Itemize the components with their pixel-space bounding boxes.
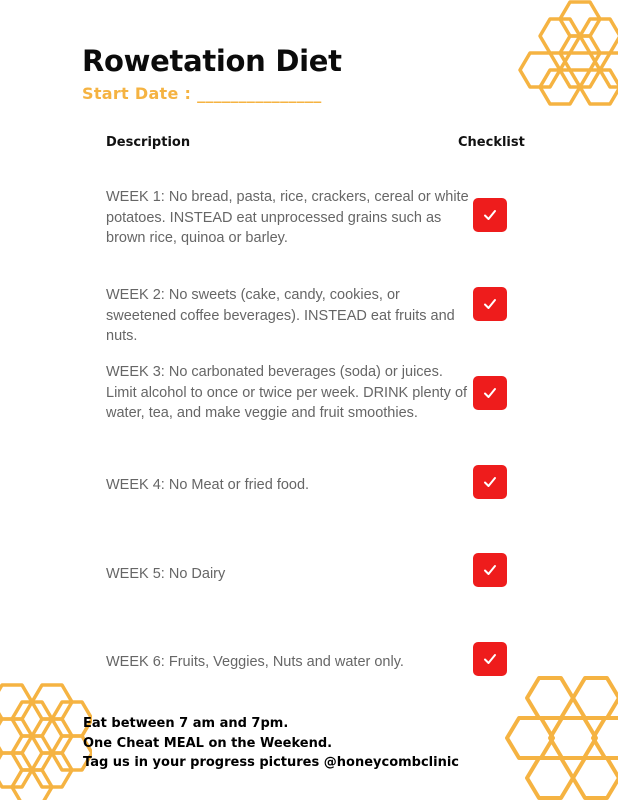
- week-4-description: WEEK 4: No Meat or fried food.: [106, 477, 310, 493]
- week-2-description: WEEK 2: No sweets (cake, candy, cookies, or sweetened coffee beverages). INSTEAD eat fruits and nuts.: [106, 287, 455, 344]
- honeycomb-bottom-left-icon: [0, 678, 92, 800]
- check-icon: [481, 295, 499, 313]
- check-icon: [481, 650, 499, 668]
- check-icon: [481, 206, 499, 224]
- checklist-column-header: Checklist: [458, 135, 525, 150]
- start-date-field[interactable]: Start Date : _______________: [82, 84, 322, 103]
- honeycomb-top-right-icon: [518, 0, 618, 112]
- week-1-checkbox[interactable]: [473, 198, 507, 232]
- page-title: Rowetation Diet: [82, 44, 342, 78]
- week-5-checkbox[interactable]: [473, 553, 507, 587]
- honeycomb-bottom-right-icon: [505, 676, 618, 800]
- footer-note-eating-hours: Eat between 7 am and 7pm.: [83, 716, 289, 731]
- week-2-checkbox[interactable]: [473, 287, 507, 321]
- week-4-checkbox[interactable]: [473, 465, 507, 499]
- week-3-description: WEEK 3: No carbonated beverages (soda) or juices. Limit alcohol to once or twice per week. DRINK plenty of water, tea, and make veggie and fruit smoothies.: [106, 364, 468, 421]
- footer-note-social-tag: Tag us in your progress pictures @honeycombclinic: [83, 755, 460, 770]
- week-1-description: WEEK 1: No bread, pasta, rice, crackers, cereal or white potatoes. INSTEAD eat unprocessed grains such as brown rice, quinoa or barley.: [106, 189, 469, 246]
- footer-notes: [83, 714, 459, 773]
- week-6-description: WEEK 6: Fruits, Veggies, Nuts and water only.: [106, 654, 404, 670]
- week-6-checkbox[interactable]: [473, 642, 507, 676]
- week-5-description: WEEK 5: No Dairy: [106, 566, 226, 582]
- footer-note-cheat-meal: One Cheat MEAL on the Weekend.: [83, 735, 333, 751]
- week-3-checkbox[interactable]: [473, 376, 507, 410]
- check-icon: [481, 384, 499, 402]
- check-icon: [481, 561, 499, 579]
- description-column-header: Description: [106, 135, 191, 150]
- check-icon: [481, 473, 499, 491]
